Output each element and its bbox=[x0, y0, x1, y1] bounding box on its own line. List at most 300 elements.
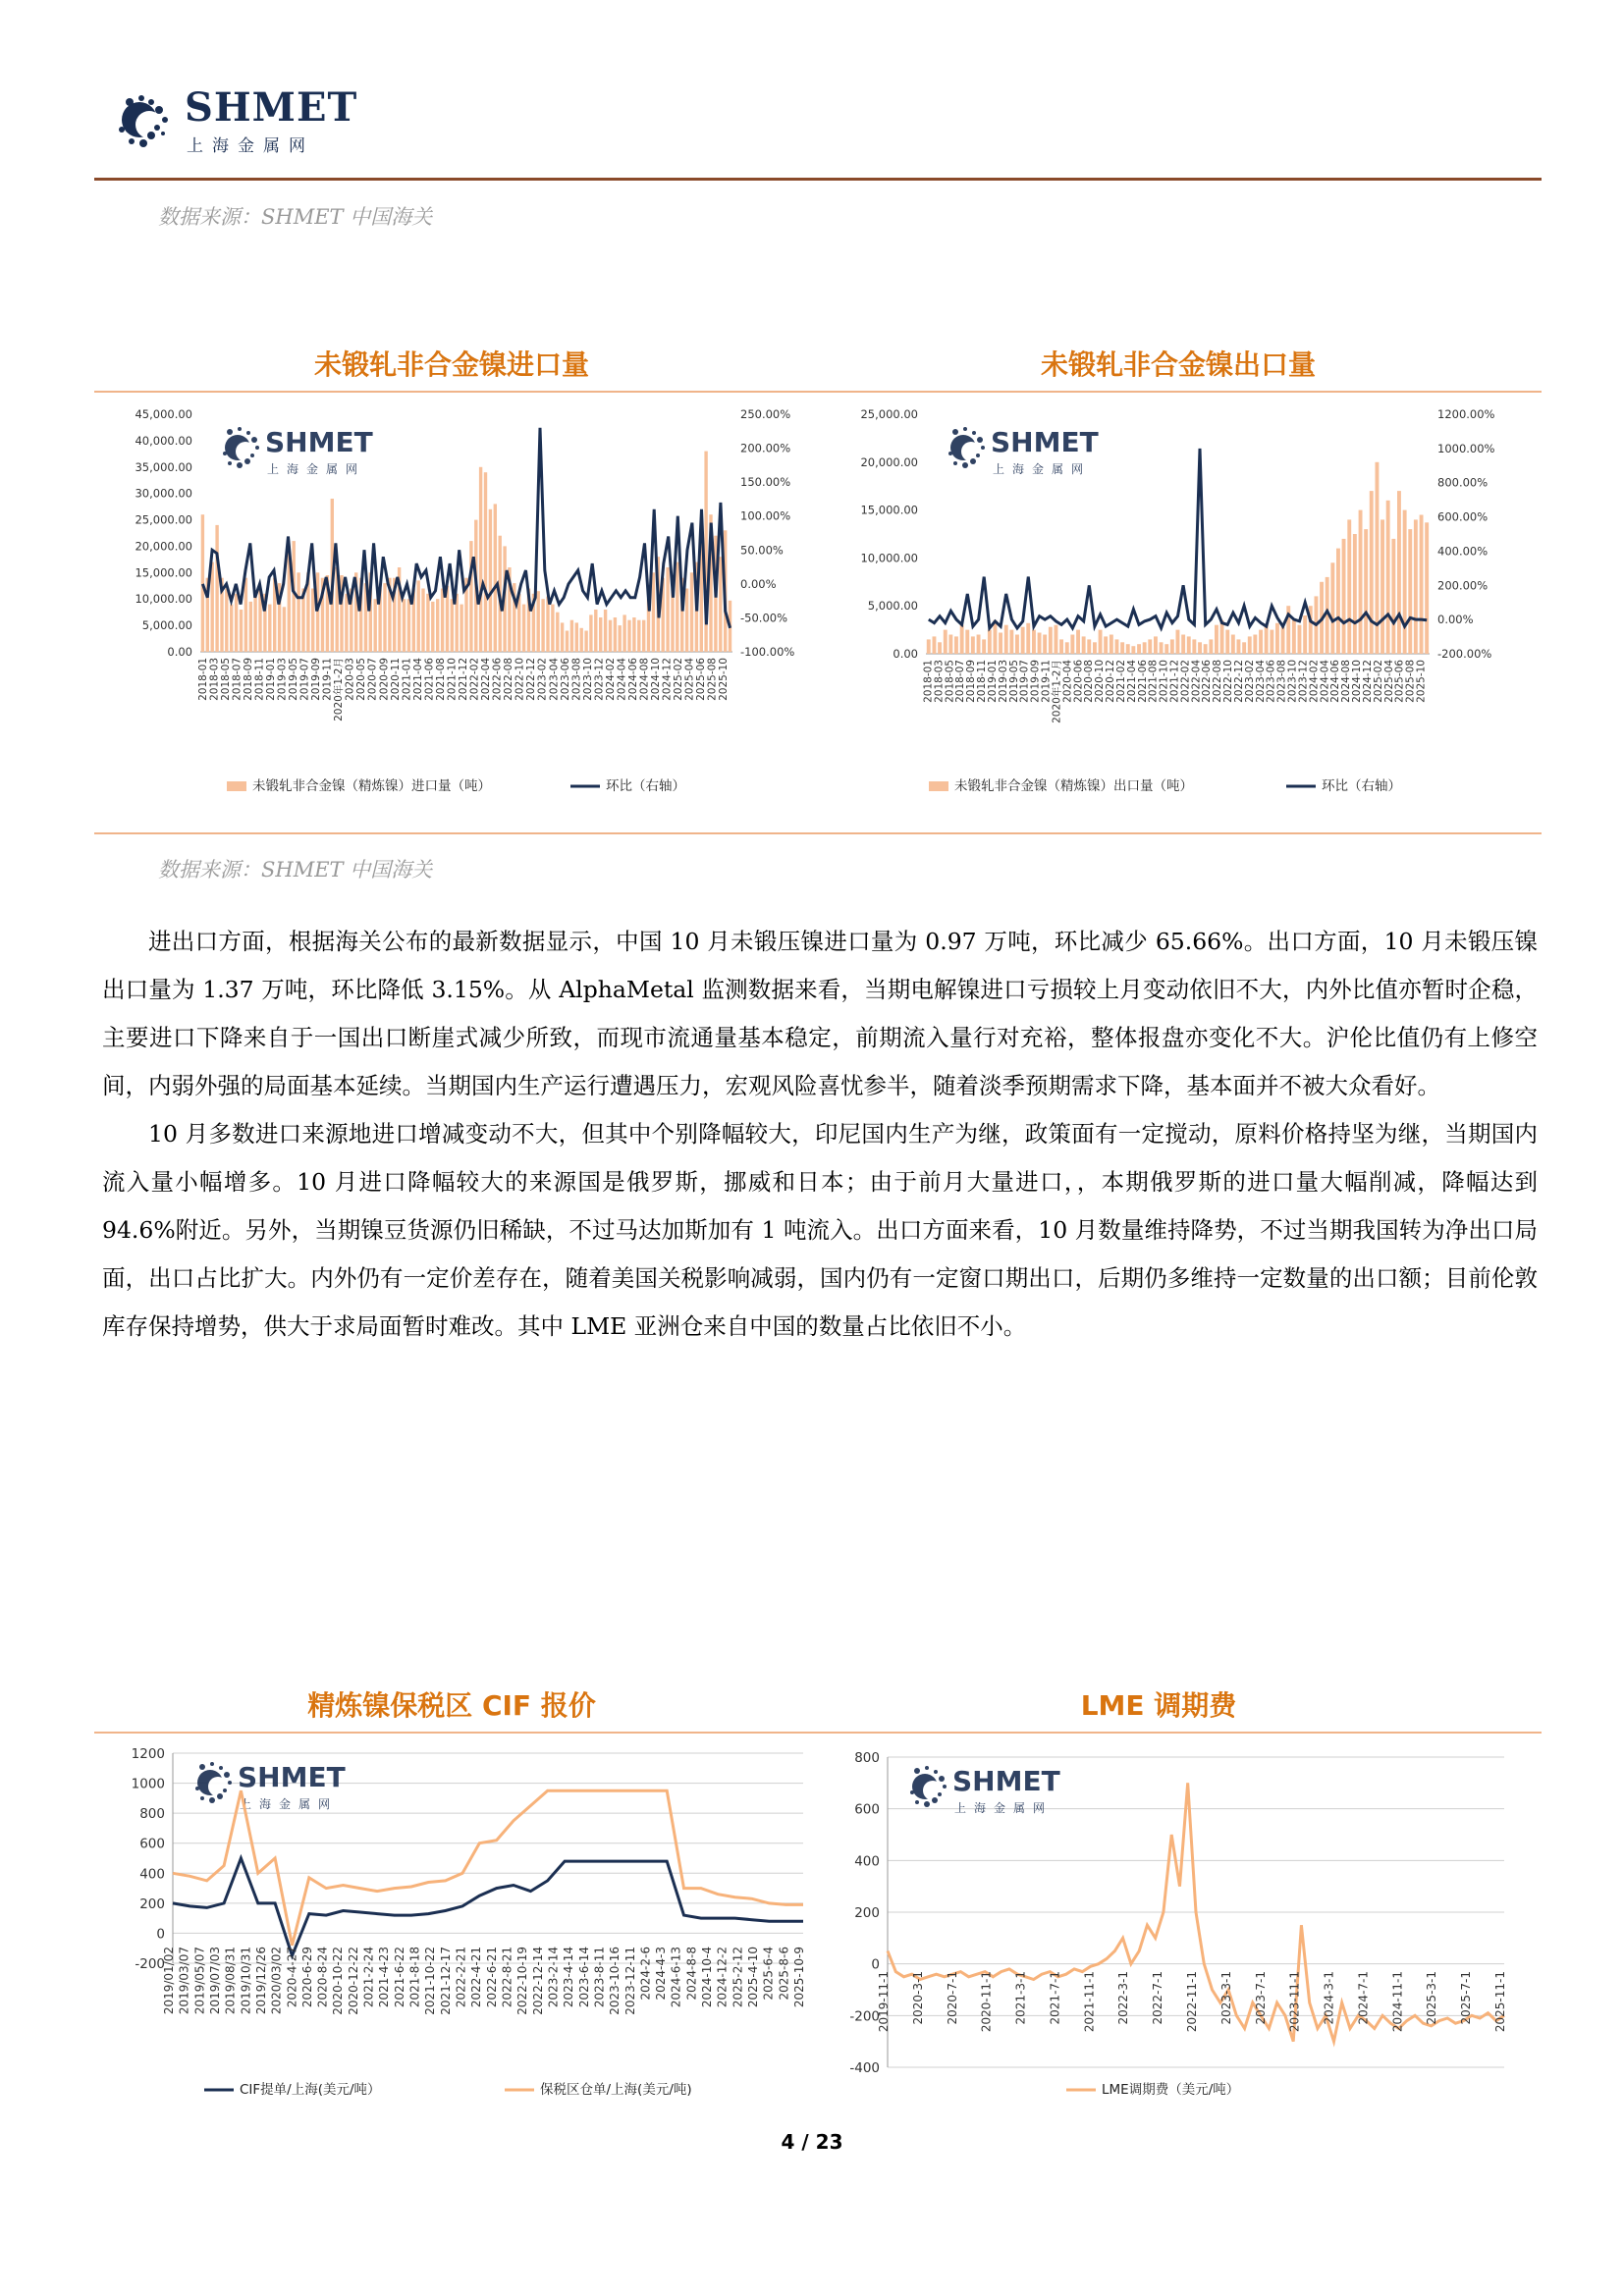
x-tick-label: 2025-10 bbox=[1415, 660, 1428, 703]
x-tick-label: 2024-10 bbox=[650, 658, 663, 701]
watermark-dot bbox=[195, 1787, 199, 1790]
bar bbox=[1099, 630, 1103, 654]
chart-bottom-rule-1 bbox=[94, 832, 1542, 834]
y-right-tick-label: 200.00% bbox=[740, 441, 791, 455]
x-tick-label: 2023-02 bbox=[536, 658, 549, 701]
x-tick-label: 2024-12-2 bbox=[715, 1947, 730, 2008]
y-right-tick-label: 600.00% bbox=[1437, 509, 1489, 524]
bar bbox=[982, 639, 986, 654]
x-tick-label: 2022-4-21 bbox=[469, 1947, 484, 2008]
x-tick-label: 2020-12-22 bbox=[346, 1947, 360, 2015]
x-tick-label: 2018-01 bbox=[922, 660, 935, 703]
y-tick-label: 200 bbox=[854, 1905, 880, 1921]
x-tick-label: 2018-07 bbox=[954, 660, 967, 703]
x-tick-label: 2022-10 bbox=[514, 658, 526, 701]
bar bbox=[479, 467, 482, 652]
watermark-dot bbox=[227, 429, 233, 435]
bar bbox=[297, 572, 299, 652]
bar bbox=[584, 631, 587, 653]
watermark-dot bbox=[963, 427, 967, 431]
bar bbox=[1298, 625, 1302, 654]
x-tick-label: 2024-10 bbox=[1351, 660, 1364, 703]
x-tick-label: 2021-08 bbox=[1147, 660, 1160, 703]
x-tick-label: 2025-3-1 bbox=[1425, 1971, 1439, 2025]
x-tick-label: 2021-10 bbox=[1158, 660, 1170, 703]
x-tick-label: 2025-04 bbox=[683, 658, 696, 701]
x-tick-label: 2023-04 bbox=[548, 658, 561, 701]
watermark-subtext: 上海金属网 bbox=[267, 462, 366, 476]
cif-chart bbox=[94, 1735, 821, 2128]
watermark-dot bbox=[948, 452, 952, 455]
bar bbox=[1425, 522, 1429, 654]
x-tick-label: 2019/03/07 bbox=[177, 1947, 191, 2015]
x-tick-label: 2022-11-1 bbox=[1185, 1971, 1199, 2033]
bar bbox=[1115, 639, 1119, 654]
bar bbox=[1049, 627, 1053, 654]
y-tick-label: -200 bbox=[135, 1956, 165, 1972]
x-tick-label: 2023-4-14 bbox=[562, 1947, 576, 2008]
bar bbox=[1364, 529, 1368, 654]
x-tick-label: 2023-3-1 bbox=[1218, 1971, 1233, 2025]
watermark-logo bbox=[910, 1765, 1060, 1815]
y-right-tick-label: -200.00% bbox=[1437, 647, 1492, 661]
bar bbox=[1336, 549, 1340, 654]
x-tick-label: 2022-10-19 bbox=[515, 1947, 530, 2015]
bar bbox=[1408, 529, 1412, 654]
x-tick-label: 2021-12 bbox=[1168, 660, 1181, 703]
x-tick-label: 2021-04 bbox=[1125, 660, 1138, 703]
chart-title-import: 未锻轧非合金镍进口量 bbox=[313, 348, 589, 381]
x-tick-label: 2022-12 bbox=[525, 658, 538, 701]
watermark-logo bbox=[195, 1761, 346, 1811]
y-left-tick-label: 30,000.00 bbox=[135, 486, 192, 501]
bar bbox=[1110, 635, 1113, 655]
bar bbox=[1248, 636, 1252, 654]
x-tick-label: 2025-6-4 bbox=[761, 1947, 776, 2001]
watermark-subtext: 上海金属网 bbox=[954, 1801, 1054, 1815]
bar bbox=[1253, 635, 1257, 655]
x-tick-label: 2025-02 bbox=[673, 658, 685, 701]
bar bbox=[666, 567, 669, 652]
x-tick-label: 2025-06 bbox=[1393, 660, 1406, 703]
bar bbox=[594, 610, 597, 652]
legend-line-label: 环比（右轴） bbox=[1322, 778, 1401, 794]
x-tick-label: 2018-11 bbox=[976, 660, 989, 703]
chart-top-rule-2 bbox=[94, 1732, 1542, 1734]
bar bbox=[460, 605, 462, 652]
x-tick-label: 2019-01 bbox=[264, 658, 277, 701]
x-tick-label: 2019-09 bbox=[310, 658, 323, 701]
x-tick-label: 2018-07 bbox=[231, 658, 244, 701]
bar bbox=[537, 591, 540, 652]
watermark-text: SHMET bbox=[265, 426, 373, 458]
x-tick-label: 2022-04 bbox=[480, 658, 493, 701]
bar bbox=[546, 597, 549, 653]
watermark-dot bbox=[208, 1777, 228, 1796]
x-tick-label: 2022-2-21 bbox=[454, 1947, 468, 2008]
y-tick-label: -200 bbox=[849, 2008, 880, 2025]
legend-bar-label: 未锻轧非合金镍（精炼镍）进口量（吨） bbox=[252, 778, 491, 794]
x-tick-label: 2023-06 bbox=[1265, 660, 1277, 703]
watermark-dot bbox=[224, 1772, 230, 1778]
watermark-dot bbox=[952, 429, 958, 435]
x-tick-label: 2022-8-21 bbox=[500, 1947, 514, 2008]
bar bbox=[1242, 642, 1246, 654]
watermark-dot bbox=[910, 1790, 914, 1794]
bar bbox=[614, 617, 617, 652]
y-tick-label: 200 bbox=[139, 1896, 165, 1912]
x-tick-label: 2024-8-8 bbox=[684, 1947, 699, 2001]
x-tick-label: 2022-10 bbox=[1222, 660, 1235, 703]
bar bbox=[1009, 630, 1013, 654]
x-tick-label: 2020-03 bbox=[344, 658, 356, 701]
watermark-dot bbox=[914, 1768, 920, 1774]
bar bbox=[566, 631, 568, 653]
x-tick-label: 2023-11-1 bbox=[1287, 1971, 1302, 2033]
x-tick-label: 2021-12-17 bbox=[438, 1947, 453, 2015]
x-tick-label: 2022-06 bbox=[491, 658, 504, 701]
y-right-tick-label: 1200.00% bbox=[1437, 407, 1495, 421]
bar bbox=[345, 594, 348, 652]
watermark-subtext: 上海金属网 bbox=[240, 1797, 339, 1811]
bar bbox=[1154, 636, 1158, 654]
bar bbox=[489, 509, 492, 652]
bar bbox=[316, 572, 319, 652]
watermark-subtext: 上海金属网 bbox=[993, 462, 1092, 476]
export-chart bbox=[821, 393, 1542, 825]
x-tick-label: 2024-02 bbox=[604, 658, 617, 701]
bar bbox=[1076, 630, 1080, 654]
bar bbox=[1370, 491, 1374, 654]
bar bbox=[1026, 623, 1030, 654]
chart-title-lme: LME 调期费 bbox=[1080, 1689, 1237, 1722]
y-left-tick-label: 45,000.00 bbox=[135, 407, 192, 421]
x-tick-label: 2020-06 bbox=[1072, 660, 1085, 703]
y-left-tick-label: 20,000.00 bbox=[135, 539, 192, 554]
bar bbox=[268, 605, 271, 652]
bar bbox=[1292, 620, 1296, 654]
y-left-tick-label: 25,000.00 bbox=[860, 407, 918, 421]
x-tick-label: 2021-10 bbox=[446, 658, 459, 701]
y-tick-label: 600 bbox=[854, 1801, 880, 1818]
bar bbox=[311, 589, 314, 653]
x-tick-label: 2025-2-12 bbox=[731, 1947, 745, 2008]
y-right-tick-label: 150.00% bbox=[740, 475, 791, 490]
body-text bbox=[102, 918, 1538, 1351]
y-right-tick-label: 800.00% bbox=[1437, 475, 1489, 490]
y-left-tick-label: 10,000.00 bbox=[135, 592, 192, 607]
logo-subtitle: 上海金属网 bbox=[187, 136, 314, 156]
bar bbox=[570, 620, 573, 652]
bar bbox=[426, 594, 429, 652]
x-tick-label: 2023-04 bbox=[1254, 660, 1267, 703]
bar bbox=[407, 599, 410, 652]
x-tick-label: 2019/01/02 bbox=[162, 1947, 176, 2015]
bar bbox=[1270, 630, 1273, 654]
x-tick-label: 2024-10-4 bbox=[700, 1947, 715, 2008]
bar bbox=[1281, 627, 1285, 654]
y-right-tick-label: 1000.00% bbox=[1437, 441, 1495, 455]
x-tick-label: 2025-04 bbox=[1382, 660, 1395, 703]
y-left-tick-label: 0.00 bbox=[893, 647, 918, 661]
bar bbox=[561, 622, 564, 652]
bar bbox=[1160, 642, 1164, 654]
watermark-dot bbox=[934, 1770, 938, 1774]
x-tick-label: 2020-09 bbox=[378, 658, 391, 701]
bar bbox=[652, 572, 655, 652]
y-tick-label: -400 bbox=[849, 2060, 880, 2076]
bar bbox=[719, 557, 722, 652]
x-tick-label: 2024-04 bbox=[1319, 660, 1331, 703]
y-left-tick-label: 25,000.00 bbox=[135, 512, 192, 527]
x-tick-label: 2020年1-2月 bbox=[1051, 660, 1063, 723]
bar bbox=[1126, 644, 1130, 654]
x-tick-label: 2020-8-24 bbox=[315, 1947, 330, 2008]
x-tick-label: 2021-06 bbox=[423, 658, 436, 701]
x-tick-label: 2019/07/03 bbox=[207, 1947, 222, 2015]
bar bbox=[1070, 635, 1074, 655]
bar bbox=[225, 589, 228, 653]
bar bbox=[1265, 625, 1269, 654]
x-tick-label: 2018-09 bbox=[965, 660, 978, 703]
bar bbox=[293, 541, 296, 652]
bar bbox=[230, 605, 233, 652]
x-tick-label: 2019-01 bbox=[986, 660, 999, 703]
x-tick-label: 2023-02 bbox=[1243, 660, 1256, 703]
bar bbox=[948, 635, 952, 655]
watermark-text: SHMET bbox=[238, 1761, 346, 1793]
bar bbox=[637, 620, 640, 652]
y-left-tick-label: 5,000.00 bbox=[867, 599, 918, 614]
legend-line-label: 环比（右轴） bbox=[606, 778, 685, 794]
x-tick-label: 2023-8-11 bbox=[592, 1947, 607, 2008]
watermark-dot bbox=[200, 1796, 204, 1800]
watermark-dot bbox=[915, 1800, 919, 1804]
bar bbox=[619, 625, 622, 652]
x-tick-label: 2019-03 bbox=[276, 658, 289, 701]
logo-text: SHMET bbox=[185, 84, 358, 131]
x-tick-label: 2025-06 bbox=[695, 658, 708, 701]
watermark-dot bbox=[255, 446, 259, 450]
x-tick-label: 2018-05 bbox=[219, 658, 232, 701]
x-tick-label: 2023-12 bbox=[593, 658, 606, 701]
bar bbox=[1021, 627, 1025, 654]
bar bbox=[1192, 639, 1196, 654]
x-tick-label: 2020-04 bbox=[1061, 660, 1074, 703]
x-tick-label: 2025-4-10 bbox=[746, 1947, 761, 2008]
bar bbox=[1082, 636, 1086, 654]
lme-chart bbox=[821, 1735, 1542, 2128]
bar bbox=[374, 599, 377, 652]
x-tick-label: 2023-2-14 bbox=[546, 1947, 561, 2008]
x-tick-label: 2024-06 bbox=[626, 658, 639, 701]
x-tick-label: 2020-4-27 bbox=[285, 1947, 299, 2008]
x-tick-label: 2024-12 bbox=[661, 658, 674, 701]
bar bbox=[580, 628, 583, 652]
y-tick-label: 1200 bbox=[131, 1746, 165, 1762]
bar bbox=[417, 580, 420, 652]
watermark-logo bbox=[223, 426, 373, 476]
x-tick-label: 2019/05/07 bbox=[192, 1947, 207, 2015]
x-tick-label: 2021-6-22 bbox=[392, 1947, 406, 2008]
bar bbox=[541, 599, 544, 652]
bar bbox=[494, 504, 497, 652]
watermark-logo bbox=[948, 426, 1099, 476]
x-tick-label: 2021-02 bbox=[1114, 660, 1127, 703]
bar bbox=[676, 562, 678, 652]
bar bbox=[1342, 539, 1346, 654]
watermark-dot bbox=[943, 1785, 947, 1789]
legend-bar-label: 未锻轧非合金镍（精炼镍）出口量（吨） bbox=[954, 778, 1193, 794]
bar bbox=[421, 589, 424, 653]
page-number: 4 / 23 bbox=[781, 2130, 843, 2154]
watermark-dot bbox=[938, 1792, 942, 1796]
watermark-dot bbox=[932, 1797, 938, 1803]
x-tick-label: 2020-10 bbox=[1094, 660, 1107, 703]
x-tick-label: 2020-6-29 bbox=[299, 1947, 314, 2008]
x-tick-label: 2018-03 bbox=[208, 658, 221, 701]
x-tick-label: 2024-11-1 bbox=[1390, 1971, 1405, 2033]
x-tick-label: 2020年1-2月 bbox=[333, 658, 346, 721]
x-tick-label: 2019/10/31 bbox=[239, 1947, 253, 2015]
bar bbox=[1359, 510, 1363, 654]
x-tick-label: 2024-02 bbox=[1308, 660, 1321, 703]
bar bbox=[441, 589, 444, 653]
x-tick-label: 2019-05 bbox=[1007, 660, 1020, 703]
bar bbox=[1215, 625, 1218, 654]
bar bbox=[283, 607, 286, 652]
bar bbox=[1204, 644, 1208, 654]
bar bbox=[1181, 635, 1185, 655]
watermark-dot bbox=[924, 1801, 930, 1807]
bar bbox=[690, 572, 693, 652]
x-tick-label: 2019-03 bbox=[997, 660, 1009, 703]
watermark-dot bbox=[209, 1797, 215, 1803]
bar bbox=[253, 594, 256, 652]
x-tick-label: 2021-04 bbox=[411, 658, 424, 701]
x-tick-label: 2020-08 bbox=[1083, 660, 1096, 703]
watermark-dot bbox=[236, 442, 255, 461]
bar bbox=[1004, 625, 1008, 654]
bar bbox=[977, 635, 981, 655]
bar bbox=[1380, 519, 1384, 654]
x-tick-label: 2020-11-1 bbox=[979, 1971, 994, 2033]
y-tick-label: 400 bbox=[854, 1853, 880, 1870]
x-tick-label: 2021-4-23 bbox=[377, 1947, 392, 2008]
bar bbox=[436, 599, 439, 652]
x-tick-label: 2023-10 bbox=[581, 658, 594, 701]
bar bbox=[1397, 491, 1401, 654]
x-tick-label: 2018-03 bbox=[933, 660, 946, 703]
y-right-tick-label: 250.00% bbox=[740, 407, 791, 421]
bar bbox=[999, 633, 1002, 655]
watermark-dot bbox=[217, 1793, 223, 1799]
legend-bar-swatch bbox=[929, 781, 948, 791]
y-tick-label: 0 bbox=[156, 1926, 165, 1943]
bar bbox=[403, 599, 406, 652]
bar bbox=[1386, 501, 1390, 654]
bar bbox=[642, 620, 645, 652]
chart-title-cif: 精炼镍保税区 CIF 报价 bbox=[307, 1689, 596, 1722]
watermark-dot bbox=[925, 1766, 929, 1770]
y-right-tick-label: -100.00% bbox=[740, 645, 795, 659]
x-tick-label: 2019-07 bbox=[298, 658, 311, 701]
x-tick-label: 2025-08 bbox=[706, 658, 719, 701]
y-right-tick-label: 400.00% bbox=[1437, 544, 1489, 559]
watermark-dot bbox=[210, 1762, 214, 1766]
bar bbox=[965, 630, 969, 654]
bar bbox=[1330, 562, 1334, 654]
y-left-tick-label: 20,000.00 bbox=[860, 454, 918, 469]
x-tick-label: 2022-12 bbox=[1232, 660, 1245, 703]
bar bbox=[971, 636, 975, 654]
x-tick-label: 2025-10-9 bbox=[792, 1947, 806, 2008]
y-left-tick-label: 5,000.00 bbox=[141, 618, 192, 633]
series-line bbox=[173, 1790, 803, 1946]
x-tick-label: 2019-11 bbox=[321, 658, 334, 701]
y-tick-label: 800 bbox=[854, 1750, 880, 1766]
watermark-dot bbox=[199, 1764, 205, 1770]
legend-label: LME调期费（美元/吨） bbox=[1102, 2082, 1240, 2098]
bar bbox=[1137, 644, 1141, 654]
bar bbox=[1209, 639, 1213, 654]
x-tick-label: 2024-7-1 bbox=[1356, 1971, 1371, 2025]
bar bbox=[589, 614, 592, 652]
x-tick-label: 2024-08 bbox=[638, 658, 651, 701]
watermark-dot bbox=[250, 454, 254, 457]
bar bbox=[1148, 639, 1152, 654]
x-tick-label: 2022-7-1 bbox=[1151, 1971, 1165, 2025]
bar bbox=[451, 599, 454, 652]
bar bbox=[960, 625, 964, 654]
bar bbox=[988, 630, 992, 654]
import-chart bbox=[94, 393, 821, 825]
x-tick-label: 2022-02 bbox=[468, 658, 481, 701]
x-tick-label: 2023-06 bbox=[559, 658, 571, 701]
bar bbox=[235, 594, 238, 652]
bar bbox=[627, 620, 630, 652]
bar bbox=[1391, 539, 1395, 654]
y-right-tick-label: 200.00% bbox=[1437, 578, 1489, 593]
bar bbox=[201, 514, 204, 652]
bar bbox=[1275, 623, 1279, 654]
x-tick-label: 2024-04 bbox=[616, 658, 628, 701]
header-logo bbox=[116, 84, 371, 163]
bar bbox=[1143, 642, 1147, 654]
y-left-tick-label: 35,000.00 bbox=[135, 459, 192, 474]
bar bbox=[575, 622, 578, 652]
watermark-dot bbox=[219, 1766, 223, 1770]
x-tick-label: 2020-12 bbox=[1105, 660, 1117, 703]
bar bbox=[1087, 639, 1091, 654]
bar bbox=[1059, 639, 1063, 654]
bar bbox=[604, 610, 607, 652]
bar bbox=[522, 605, 525, 652]
y-tick-label: 600 bbox=[139, 1836, 165, 1852]
bar bbox=[1038, 633, 1042, 655]
watermark-dot bbox=[228, 1781, 232, 1785]
bar bbox=[1104, 636, 1108, 654]
bar bbox=[1176, 630, 1180, 654]
bar bbox=[240, 610, 243, 652]
x-tick-label: 2022-08 bbox=[1212, 660, 1224, 703]
x-tick-label: 2020/03/02 bbox=[269, 1947, 284, 2015]
watermark-dot bbox=[228, 461, 232, 465]
bar bbox=[938, 642, 942, 654]
bar bbox=[1231, 635, 1235, 655]
y-left-tick-label: 0.00 bbox=[167, 645, 192, 659]
bar bbox=[1420, 515, 1424, 655]
